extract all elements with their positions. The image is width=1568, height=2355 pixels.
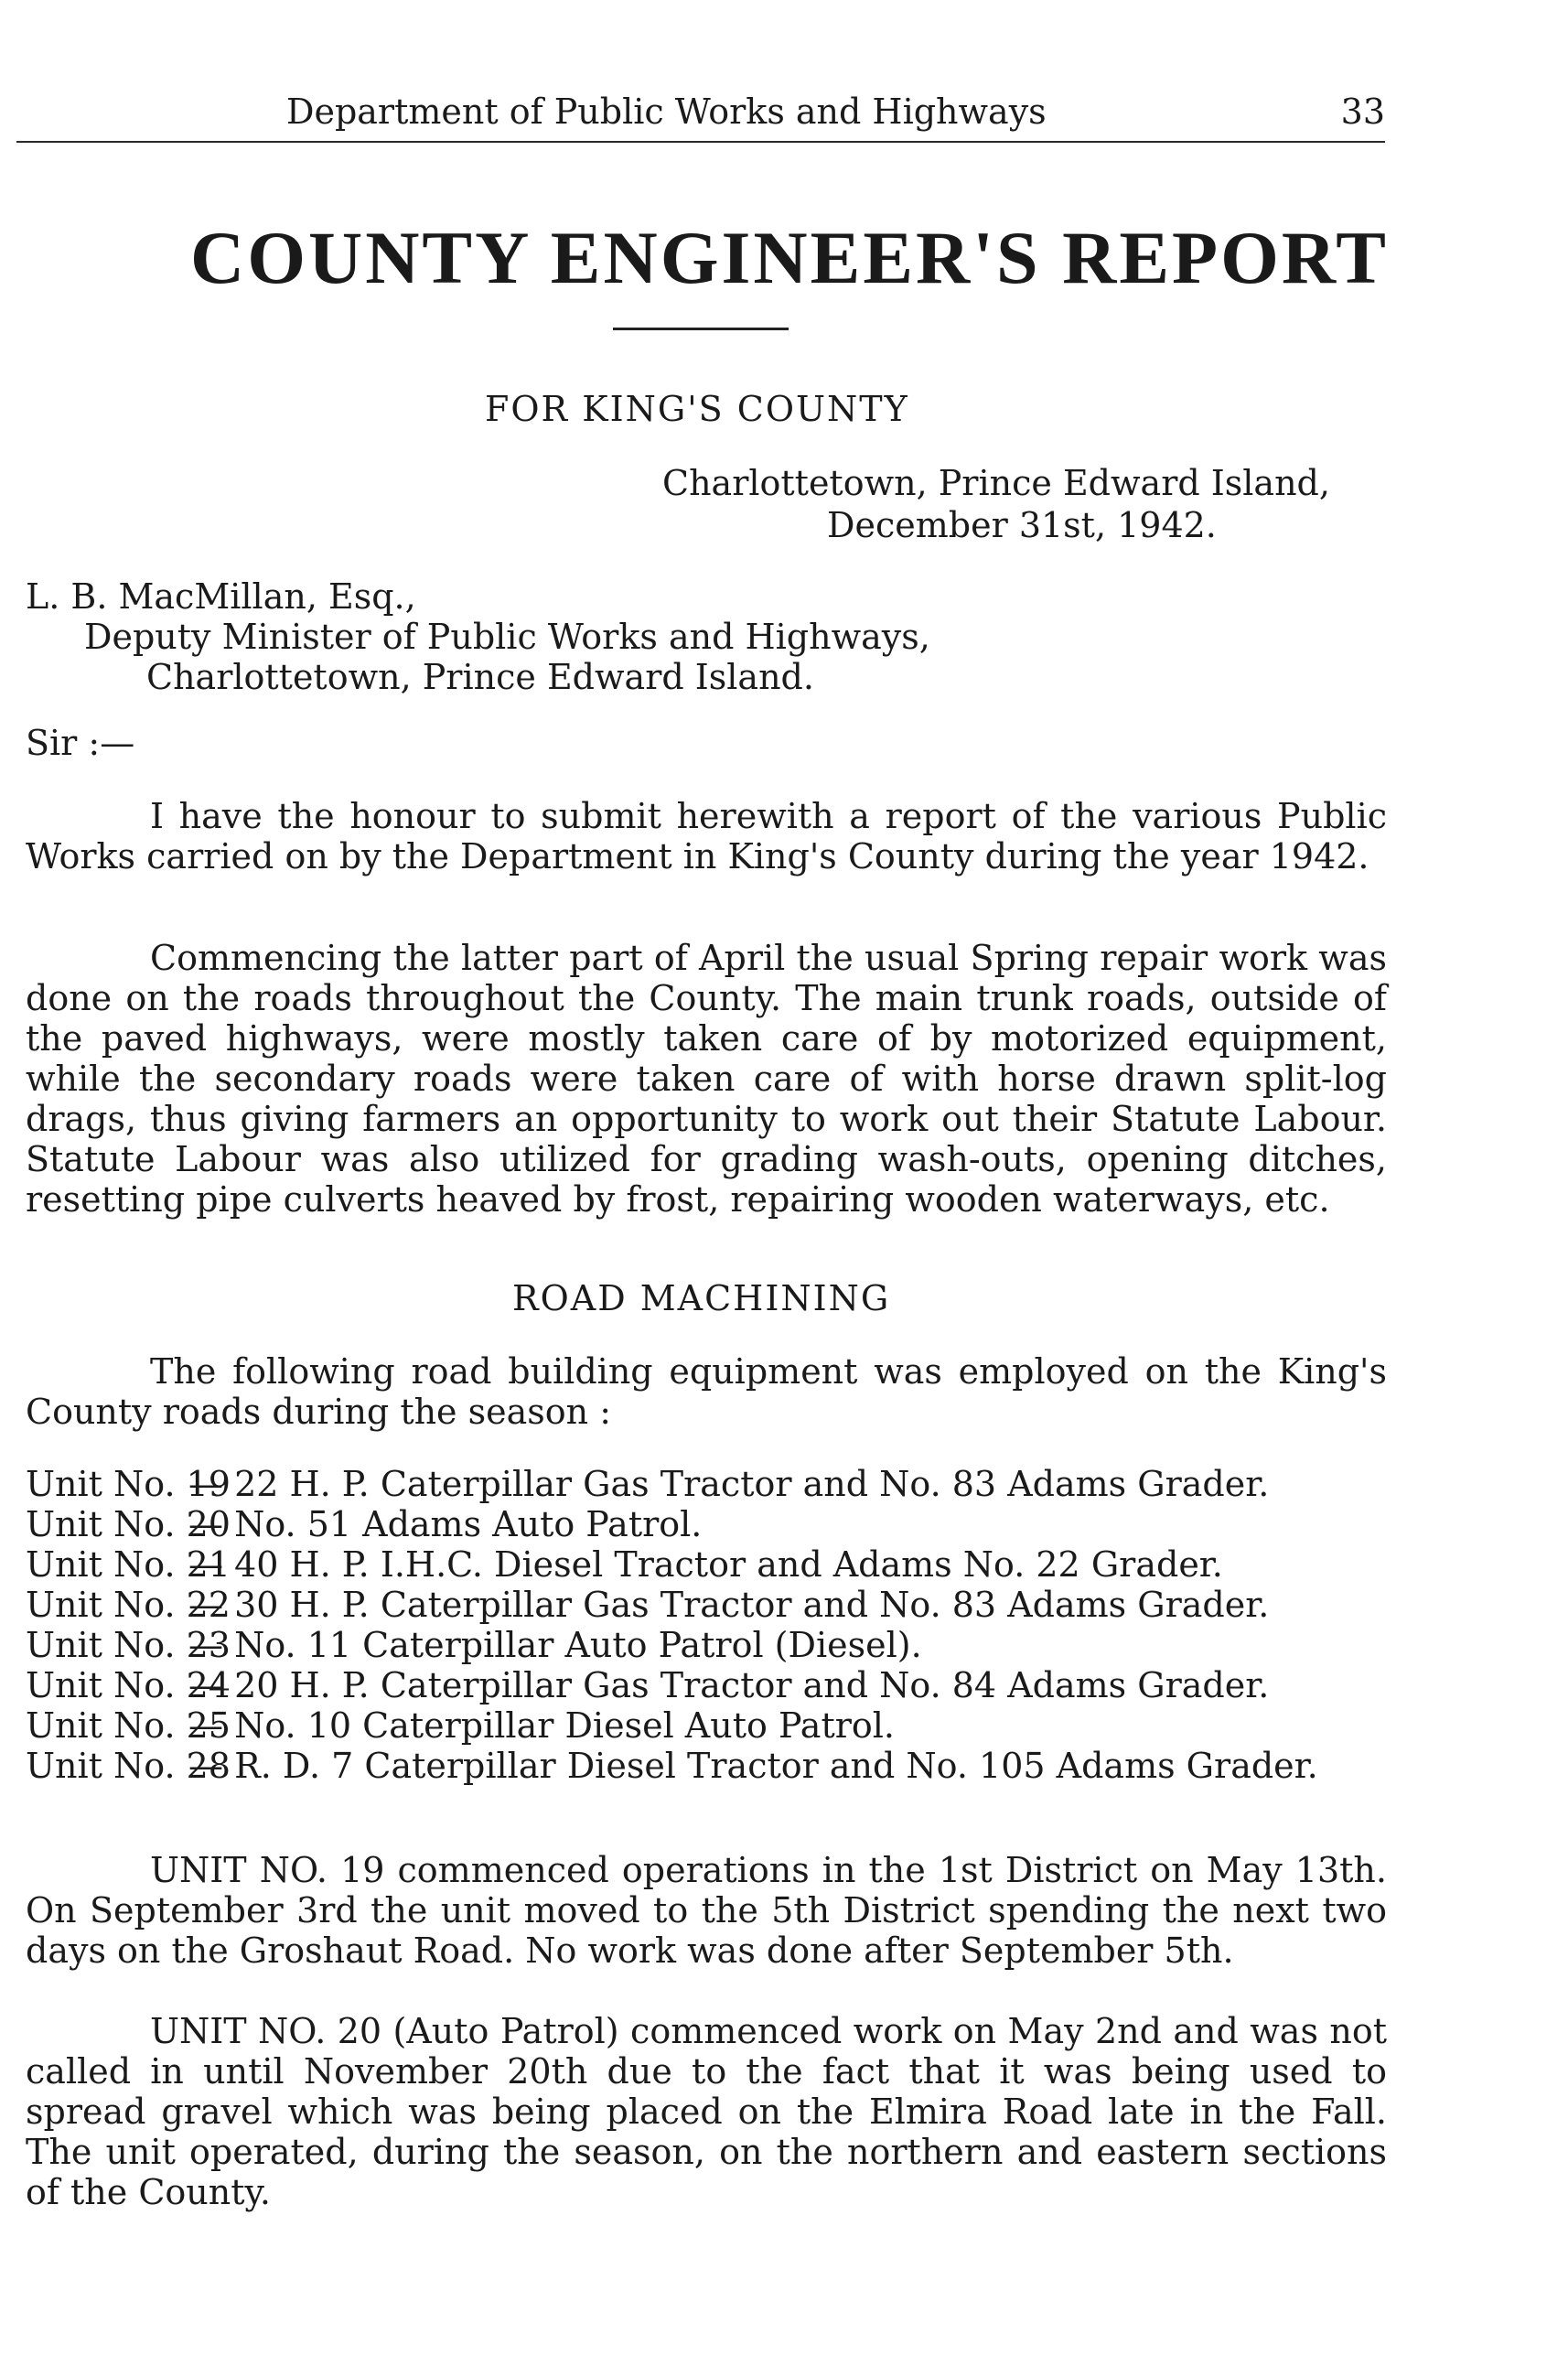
page-number: 33	[1340, 91, 1385, 132]
address-line-2: Deputy Minister of Public Works and Highways,	[84, 617, 930, 657]
section-heading: ROAD MACHINING	[512, 1278, 891, 1318]
unit-number: Unit No. 23	[26, 1625, 231, 1665]
address-line-3: Charlottetown, Prince Edward Island.	[146, 657, 814, 697]
unit-description: — 20 H. P. Caterpillar Gas Tractor and No. 84 Adams Grader.	[188, 1665, 1270, 1705]
paragraph-equipment-intro: The following road building equipment was employed on the King's County roads during the season :	[26, 1351, 1387, 1432]
unit-description: — No. 11 Caterpillar Auto Patrol (Diesel).	[188, 1625, 922, 1665]
list-item	[26, 1585, 1398, 1625]
unit-description: — 30 H. P. Caterpillar Gas Tractor and No. 83 Adams Grader.	[188, 1585, 1270, 1625]
running-title: Department of Public Works and Highways	[286, 91, 1047, 132]
list-item	[26, 1665, 1398, 1705]
list-item	[26, 1504, 1398, 1544]
report-title: COUNTY ENGINEER'S REPORT	[190, 216, 1389, 299]
list-item	[26, 1746, 1398, 1786]
running-header	[16, 90, 1385, 134]
unit-number: Unit No. 25	[26, 1705, 231, 1746]
unit-description: — No. 51 Adams Auto Patrol.	[188, 1504, 703, 1544]
paragraph-unit-20: UNIT NO. 20 (Auto Patrol) commenced work on May 2nd and was not called in until November 20th due to the fact that it was being used to spread gravel which was being placed on the Elmira Road late in the Fall. The unit operated, during the season, on the northern and eastern sections of the County.	[26, 2011, 1387, 2212]
title-rule	[613, 328, 789, 330]
paragraph-spring-work: Commencing the latter part of April the usual Spring repair work was done on the roads throughout the County. The main trunk roads, outside of the paved highways, were mostly taken care of by motorized equipment, while the secondary roads were taken care of with horse drawn split-log drags, thus giving farmers an opportunity to work out their Statute Labour. Statute Labour was also utilized for grading wash-outs, opening ditches, resetting pipe culverts heaved by frost, repairing wooden waterways, etc.	[26, 938, 1387, 1220]
unit-number: Unit No. 19	[26, 1464, 231, 1504]
list-item	[26, 1544, 1398, 1585]
list-item	[26, 1705, 1398, 1746]
unit-number: Unit No. 20	[26, 1504, 231, 1544]
recipient-address	[26, 576, 1380, 697]
unit-number: Unit No. 24	[26, 1665, 231, 1705]
unit-description: — R. D. 7 Caterpillar Diesel Tractor and No. 105 Adams Grader.	[188, 1746, 1318, 1786]
equipment-list	[26, 1464, 1398, 1786]
list-item	[26, 1464, 1398, 1504]
unit-number: Unit No. 28	[26, 1746, 231, 1786]
unit-description: — 40 H. P. I.H.C. Diesel Tractor and Adams No. 22 Grader.	[188, 1544, 1223, 1585]
header-rule	[16, 141, 1385, 143]
paragraph-intro: I have the honour to submit herewith a report of the various Public Works carried on by the Department in King's County during the year 1942.	[26, 796, 1387, 876]
paragraph-unit-19: UNIT NO. 19 commenced operations in the 1st District on May 13th. On September 3rd the unit moved to the 5th District spending the next two days on the Groshaut Road. No work was done after September 5th.	[26, 1850, 1387, 1971]
unit-description: — No. 10 Caterpillar Diesel Auto Patrol.	[188, 1705, 896, 1746]
dateline	[662, 462, 1394, 546]
report-subtitle: FOR KING'S COUNTY	[485, 389, 909, 429]
address-line-1: L. B. MacMillan, Esq.,	[26, 576, 416, 617]
unit-description: — 22 H. P. Caterpillar Gas Tractor and No. 83 Adams Grader.	[188, 1464, 1270, 1504]
unit-number: Unit No. 21	[26, 1544, 231, 1585]
unit-number: Unit No. 22	[26, 1585, 231, 1625]
list-item	[26, 1625, 1398, 1665]
salutation: Sir :—	[26, 723, 135, 763]
dateline-date: December 31st, 1942.	[827, 505, 1217, 545]
dateline-place: Charlottetown, Prince Edward Island,	[662, 463, 1330, 503]
